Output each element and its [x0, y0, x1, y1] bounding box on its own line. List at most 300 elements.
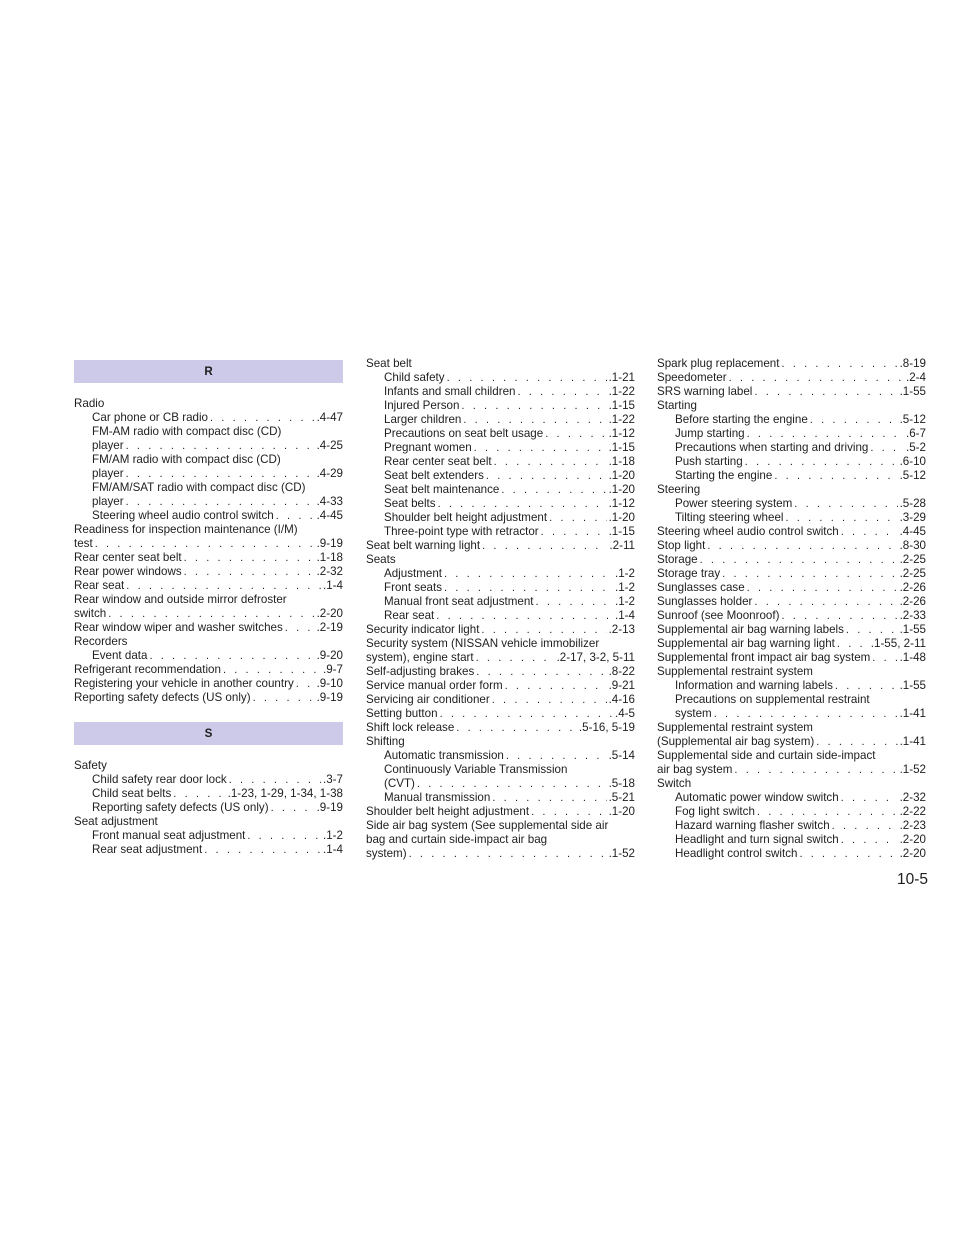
entry-page-ref: .1-2	[615, 581, 635, 594]
entry-text: system), engine start	[366, 651, 474, 664]
entry-text: Before starting the engine	[675, 413, 808, 426]
entry-text: Rear window wiper and washer switches	[74, 621, 283, 634]
index-entry	[74, 607, 343, 621]
entry-text: Hazard warning flasher switch	[675, 819, 830, 832]
entry-text: Fog light switch	[675, 805, 755, 818]
index-entry	[74, 551, 343, 565]
entry-text: SRS warning label	[657, 385, 753, 398]
dot-leader	[747, 427, 904, 441]
index-entry	[657, 553, 926, 567]
index-entry	[657, 399, 926, 413]
dot-leader	[444, 581, 613, 595]
entry-text: Front manual seat adjustment	[92, 829, 246, 842]
index-column-2	[366, 357, 635, 861]
dot-leader	[837, 637, 869, 651]
entry-text: Supplemental front impact air bag system	[657, 651, 871, 664]
index-entry	[657, 539, 926, 553]
entry-text: Jump starting	[675, 427, 745, 440]
entry-page-ref: .1-15	[608, 441, 635, 454]
index-entry	[366, 805, 635, 819]
dot-leader	[816, 735, 897, 749]
index-entry	[657, 609, 926, 623]
entry-page-ref: .1-18	[316, 551, 343, 564]
entry-text: Manual front seat adjustment	[384, 595, 534, 608]
entry-text: Rear center seat belt	[384, 455, 492, 468]
entry-page-ref: .1-4	[323, 579, 343, 592]
index-subentry	[366, 567, 635, 581]
entry-page-ref: .1-20	[608, 805, 635, 818]
entry-text: Supplemental restraint system	[657, 665, 813, 678]
dot-leader	[486, 469, 607, 483]
entry-text: Supplemental restraint system	[657, 721, 813, 734]
index-entry	[657, 357, 926, 371]
entry-page-ref: .1-12	[608, 497, 635, 510]
dot-leader	[872, 651, 897, 665]
index-subentry	[657, 469, 926, 483]
index-subentry	[366, 483, 635, 497]
dot-leader	[549, 511, 606, 525]
entry-page-ref: .2-25	[899, 567, 926, 580]
entry-page-ref: .4-33	[316, 495, 343, 508]
entry-page-ref: .8-30	[899, 539, 926, 552]
entry-page-ref: .1-55	[899, 679, 926, 692]
entry-text: Three-point type with retractor	[384, 525, 539, 538]
entry-text: Shoulder belt height adjustment	[384, 511, 548, 524]
entry-page-ref: .5-2	[906, 441, 926, 454]
index-subentry	[74, 801, 343, 815]
index-subentry	[366, 581, 635, 595]
dot-leader	[444, 567, 613, 581]
entry-text: Automatic transmission	[384, 749, 504, 762]
dot-leader	[506, 749, 607, 763]
entry-text: Car phone or CB radio	[92, 411, 208, 424]
index-entry	[366, 735, 635, 749]
index-subentry	[366, 469, 635, 483]
entry-text: Recorders	[74, 635, 128, 648]
entry-page-ref: .4-47	[316, 411, 343, 424]
index-subentry	[74, 439, 343, 453]
section-spacer	[74, 705, 343, 719]
entry-page-ref: .1-15	[608, 525, 635, 538]
entry-page-ref: .1-55	[899, 623, 926, 636]
dot-leader	[476, 665, 606, 679]
dot-leader	[247, 829, 321, 843]
index-entry	[657, 483, 926, 497]
entry-page-ref: .1-12	[608, 427, 635, 440]
dot-leader	[734, 763, 897, 777]
entry-text: test	[74, 537, 93, 550]
dot-leader	[722, 567, 897, 581]
entry-text: (CVT)	[384, 777, 415, 790]
dot-leader	[184, 551, 315, 565]
entry-page-ref: .6-10	[899, 455, 926, 468]
dot-leader	[841, 525, 898, 539]
index-subentry	[657, 455, 926, 469]
index-column-1	[74, 357, 343, 857]
entry-page-ref: .1-22	[608, 413, 635, 426]
index-entry	[366, 539, 635, 553]
entry-page-ref: .5-21	[608, 791, 635, 804]
entry-page-ref: .2-32	[316, 565, 343, 578]
dot-leader	[774, 469, 897, 483]
index-entry	[366, 847, 635, 861]
dot-leader	[447, 371, 607, 385]
index-entry	[366, 819, 635, 833]
page-number: 10-5	[896, 871, 928, 888]
entry-page-ref: .2-20	[899, 833, 926, 846]
dot-leader	[253, 691, 315, 705]
index-subentry	[366, 763, 635, 777]
entry-page-ref: .1-41	[899, 735, 926, 748]
entry-text: Automatic power window switch	[675, 791, 839, 804]
index-subentry	[74, 495, 343, 509]
entry-text: Sunglasses case	[657, 581, 745, 594]
dot-leader	[440, 707, 613, 721]
entry-text: Shift lock release	[366, 721, 455, 734]
entry-page-ref: .9-19	[316, 537, 343, 550]
dot-leader	[754, 595, 897, 609]
entry-text: Larger children	[384, 413, 462, 426]
entry-page-ref: .1-52	[608, 847, 635, 860]
entry-page-ref: .1-55, 2-11	[870, 637, 926, 650]
entry-text: Seat adjustment	[74, 815, 158, 828]
dot-leader	[870, 441, 904, 455]
index-subentry	[366, 413, 635, 427]
index-entry	[657, 763, 926, 777]
entry-text: Seat belt warning light	[366, 539, 481, 552]
entry-text: Radio	[74, 397, 105, 410]
dot-leader	[707, 539, 897, 553]
dot-leader	[285, 621, 315, 635]
entry-text: Servicing air conditioner	[366, 693, 490, 706]
entry-text: Seats	[366, 553, 396, 566]
index-entry	[366, 651, 635, 665]
entry-page-ref: .1-4	[323, 843, 343, 856]
dot-leader	[482, 539, 607, 553]
entry-text: FM-AM radio with compact disc (CD)	[92, 425, 282, 438]
entry-text: Spark plug replacement	[657, 357, 780, 370]
entry-text: Setting button	[366, 707, 438, 720]
section-letter-header: S	[74, 722, 343, 745]
entry-page-ref: .2-26	[899, 595, 926, 608]
entry-page-ref: .4-45	[899, 525, 926, 538]
index-entry	[657, 371, 926, 385]
entry-page-ref: .2-17, 3-2, 5-11	[556, 651, 635, 664]
index-entry	[657, 749, 926, 763]
entry-text: Reporting safety defects (US only)	[74, 691, 251, 704]
dot-leader	[456, 721, 577, 735]
entry-text: Seat belt maintenance	[384, 483, 500, 496]
index-subentry	[657, 497, 926, 511]
index-entry	[74, 397, 343, 411]
entry-text: Starting	[657, 399, 697, 412]
dot-leader	[841, 833, 898, 847]
entry-page-ref: .6-7	[906, 427, 926, 440]
entry-text: Infants and small children	[384, 385, 516, 398]
dot-leader	[126, 467, 315, 481]
index-entry	[74, 691, 343, 705]
index-subentry	[366, 525, 635, 539]
index-subentry	[366, 385, 635, 399]
entry-text: Supplemental side and curtain side-impact	[657, 749, 876, 762]
index-entry	[74, 677, 343, 691]
dot-leader	[835, 679, 898, 693]
entry-text: Shoulder belt height adjustment	[366, 805, 530, 818]
dot-leader	[492, 791, 606, 805]
index-entry	[657, 665, 926, 679]
entry-page-ref: .4-5	[615, 707, 635, 720]
entry-page-ref: .8-19	[899, 357, 926, 370]
entry-page-ref: .1-20	[608, 511, 635, 524]
entry-text: Child safety	[384, 371, 445, 384]
index-subentry	[657, 511, 926, 525]
entry-text: Precautions on supplemental restraint	[675, 693, 870, 706]
entry-text: Manual transmission	[384, 791, 491, 804]
index-subentry	[74, 411, 343, 425]
entry-text: Rear window and outside mirror defroster	[74, 593, 287, 606]
index-entry	[74, 621, 343, 635]
index-entry	[657, 637, 926, 651]
dot-leader	[481, 623, 606, 637]
entry-text: Child safety rear door lock	[92, 773, 227, 786]
dot-leader	[126, 439, 315, 453]
entry-text: Sunroof (see Moonroof)	[657, 609, 780, 622]
entry-page-ref: .3-7	[323, 773, 343, 786]
dot-leader	[476, 651, 555, 665]
index-subentry	[366, 399, 635, 413]
entry-page-ref: .1-15	[608, 399, 635, 412]
entry-page-ref: .4-25	[316, 439, 343, 452]
index-entry	[657, 651, 926, 665]
entry-text: Security indicator light	[366, 623, 480, 636]
entry-page-ref: .2-25	[899, 553, 926, 566]
entry-page-ref: .1-2	[323, 829, 343, 842]
dot-leader	[517, 385, 606, 399]
entry-text: Stop light	[657, 539, 706, 552]
entry-text: Power steering system	[675, 497, 793, 510]
dot-leader	[785, 511, 897, 525]
dot-leader	[210, 411, 315, 425]
entry-page-ref: .3-29	[899, 511, 926, 524]
index-subentry	[366, 497, 635, 511]
entry-page-ref: .2-19	[316, 621, 343, 634]
index-entry	[74, 523, 343, 537]
index-entry	[74, 759, 343, 773]
index-subentry	[657, 693, 926, 707]
entry-text: Rear seat	[384, 609, 435, 622]
index-entry	[366, 679, 635, 693]
dot-leader	[745, 455, 898, 469]
dot-leader	[474, 441, 607, 455]
entry-text: Front seats	[384, 581, 442, 594]
dot-leader	[296, 677, 315, 691]
entry-text: player	[92, 439, 124, 452]
dot-leader	[541, 525, 607, 539]
index-entry	[366, 665, 635, 679]
index-entry	[657, 595, 926, 609]
entry-text: Switch	[657, 777, 692, 790]
entry-text: Storage	[657, 553, 698, 566]
index-entry	[657, 721, 926, 735]
entry-page-ref: .2-13	[608, 623, 635, 636]
entry-text: Event data	[92, 649, 148, 662]
entry-text: Storage tray	[657, 567, 721, 580]
dot-leader	[271, 801, 315, 815]
index-entry	[657, 623, 926, 637]
index-subentry	[657, 679, 926, 693]
entry-text: Self-adjusting brakes	[366, 665, 475, 678]
entry-text: Service manual order form	[366, 679, 503, 692]
dot-leader	[501, 483, 606, 497]
dot-leader	[108, 607, 314, 621]
entry-text: Shifting	[366, 735, 405, 748]
entry-text: Refrigerant recommendation	[74, 663, 221, 676]
index-subentry	[366, 441, 635, 455]
entry-text: Continuously Variable Transmission	[384, 763, 568, 776]
dot-leader	[841, 791, 898, 805]
entry-text: Sunglasses holder	[657, 595, 753, 608]
dot-leader	[799, 847, 897, 861]
index-subentry	[74, 467, 343, 481]
dot-leader	[409, 847, 607, 861]
entry-text: Precautions when starting and driving	[675, 441, 869, 454]
index-column-3	[657, 357, 926, 861]
entry-page-ref: .1-41	[899, 707, 926, 720]
dot-leader	[126, 495, 315, 509]
dot-leader	[545, 427, 606, 441]
entry-text: air bag system	[657, 763, 733, 776]
dot-leader	[461, 399, 606, 413]
dot-leader	[757, 805, 898, 819]
entry-page-ref: .5-14	[608, 749, 635, 762]
index-entry	[366, 637, 635, 651]
entry-text: Headlight control switch	[675, 847, 798, 860]
entry-text: system	[675, 707, 712, 720]
index-subentry	[657, 441, 926, 455]
entry-page-ref: .1-20	[608, 483, 635, 496]
entry-page-ref: .9-20	[316, 649, 343, 662]
entry-page-ref: .1-21	[608, 371, 635, 384]
entry-text: Readiness for inspection maintenance (I/M)	[74, 523, 298, 536]
entry-text: system)	[366, 847, 407, 860]
entry-page-ref: .5-12	[899, 413, 926, 426]
index-subentry	[657, 819, 926, 833]
entry-page-ref: .1-4	[615, 609, 635, 622]
entry-page-ref: .1-55	[899, 385, 926, 398]
dot-leader	[536, 595, 614, 609]
entry-text: Seat belts	[384, 497, 436, 510]
entry-page-ref: .4-16	[608, 693, 635, 706]
index-subentry	[657, 427, 926, 441]
entry-text: FM/AM/SAT radio with compact disc (CD)	[92, 481, 306, 494]
entry-text: switch	[74, 607, 107, 620]
entry-text: player	[92, 467, 124, 480]
entry-text: Rear seat	[74, 579, 125, 592]
entry-page-ref: .4-45	[316, 509, 343, 522]
index-entry	[74, 663, 343, 677]
index-subentry	[74, 425, 343, 439]
index-entry	[74, 537, 343, 551]
entry-page-ref: .9-7	[323, 663, 343, 676]
index-entry	[657, 581, 926, 595]
entry-text: Rear power windows	[74, 565, 182, 578]
dot-leader	[531, 805, 606, 819]
dot-leader	[438, 497, 607, 511]
section-letter-header: R	[74, 360, 343, 383]
dot-leader	[494, 455, 607, 469]
entry-text: Rear seat adjustment	[92, 843, 203, 856]
dot-leader	[436, 609, 613, 623]
dot-leader	[492, 693, 607, 707]
index-subentry	[657, 833, 926, 847]
dot-leader	[417, 777, 607, 791]
entry-page-ref: .1-23, 1-29, 1-34, 1-38	[227, 787, 343, 800]
entry-text: Steering	[657, 483, 701, 496]
dot-leader	[204, 843, 321, 857]
index-subentry	[366, 511, 635, 525]
entry-page-ref: .2-20	[899, 847, 926, 860]
index-subentry	[657, 413, 926, 427]
entry-text: Information and warning labels	[675, 679, 833, 692]
entry-page-ref: .2-4	[906, 371, 926, 384]
index-subentry	[366, 595, 635, 609]
entry-page-ref: .4-29	[316, 467, 343, 480]
entry-page-ref: .9-21	[608, 679, 635, 692]
index-subentry	[657, 707, 926, 721]
entry-page-ref: .2-20	[316, 607, 343, 620]
entry-text: Supplemental air bag warning light	[657, 637, 835, 650]
index-subentry	[366, 791, 635, 805]
entry-text: Steering wheel audio control switch	[92, 509, 274, 522]
entry-text: Headlight and turn signal switch	[675, 833, 839, 846]
dot-leader	[714, 707, 898, 721]
entry-page-ref: .1-18	[608, 455, 635, 468]
index-entry	[366, 833, 635, 847]
dot-leader	[463, 413, 606, 427]
entry-page-ref: .5-28	[899, 497, 926, 510]
entry-text: Supplemental air bag warning labels	[657, 623, 844, 636]
index-entry	[366, 553, 635, 567]
entry-text: Injured Person	[384, 399, 460, 412]
index-subentry	[366, 609, 635, 623]
index-entry	[657, 777, 926, 791]
entry-text: Rear center seat belt	[74, 551, 182, 564]
entry-text: Side air bag system (See supplemental side air	[366, 819, 609, 832]
index-entry	[74, 635, 343, 649]
entry-page-ref: .1-48	[899, 651, 926, 664]
entry-text: Tilting steering wheel	[675, 511, 784, 524]
index-subentry	[74, 649, 343, 663]
index-subentry	[366, 427, 635, 441]
index-entry	[366, 357, 635, 371]
entry-text: Reporting safety defects (US only)	[92, 801, 269, 814]
index-subentry	[366, 777, 635, 791]
entry-text: Safety	[74, 759, 107, 772]
entry-page-ref: .1-52	[899, 763, 926, 776]
entry-page-ref: .2-11	[609, 539, 635, 552]
entry-text: (Supplemental air bag system)	[657, 735, 815, 748]
entry-page-ref: .9-19	[316, 691, 343, 704]
index-subentry	[74, 773, 343, 787]
index-entry	[366, 623, 635, 637]
index-entry	[657, 735, 926, 749]
entry-text: Push starting	[675, 455, 743, 468]
dot-leader	[781, 609, 897, 623]
dot-leader	[754, 385, 897, 399]
index-subentry	[366, 371, 635, 385]
entry-text: Seat belt	[366, 357, 412, 370]
entry-page-ref: .9-19	[316, 801, 343, 814]
